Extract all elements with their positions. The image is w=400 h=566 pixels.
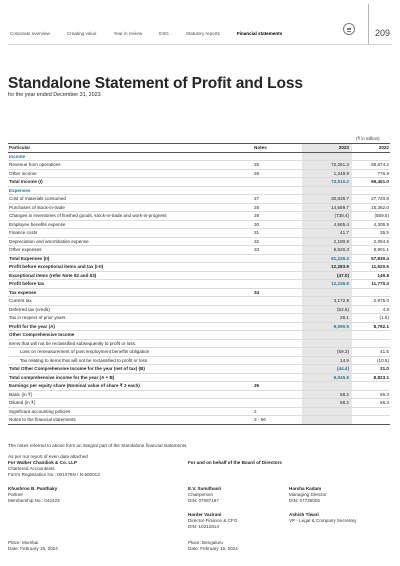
- row-value-2022: [352, 331, 390, 340]
- row-value-2023: 4,565.4: [302, 220, 352, 229]
- section-nav: [10, 31, 299, 36]
- row-label: Depreciation and amortisation expense: [8, 237, 254, 246]
- row-label: Tax in respect of prior years: [8, 314, 254, 323]
- row-value-2022: 69,451.0: [352, 178, 390, 187]
- row-value-2023: (738.4): [302, 212, 352, 221]
- partner-membership: Membership No.: 042423: [8, 498, 60, 503]
- row-value-2023: 1,248.9: [302, 169, 352, 178]
- row-value-2022: 68,674.2: [352, 161, 390, 170]
- table-row: [8, 365, 390, 374]
- row-notes: [254, 271, 302, 280]
- director-1-din: DIN: 07087197: [188, 498, 219, 503]
- row-notes: 32: [254, 237, 302, 246]
- row-notes: [254, 399, 302, 408]
- row-value-2022: 27,720.8: [352, 195, 390, 204]
- director-2-title: Managing Director: [289, 492, 327, 497]
- director-1-title: Chairperson: [188, 492, 214, 497]
- row-value-2022: 2,064.6: [352, 237, 390, 246]
- row-value-2023: (47.0): [302, 271, 352, 280]
- table-row: [8, 399, 390, 408]
- row-label: Significant accounting policies: [8, 407, 254, 416]
- table-row: [8, 305, 390, 314]
- table-row: [8, 390, 390, 399]
- row-value-2023: 14,689.7: [302, 203, 352, 212]
- row-value-2023: 9,045.9: [302, 373, 352, 382]
- header-2023: 2023: [302, 144, 352, 153]
- nav-item[interactable]: Year in review: [113, 31, 143, 36]
- row-label: Finance costs: [8, 229, 254, 238]
- row-notes: [254, 390, 302, 399]
- row-label: Profit before exceptional items and tax (I-II): [8, 263, 254, 272]
- table-row: [8, 203, 390, 212]
- row-value-2022: 15,362.0: [352, 203, 390, 212]
- table-row: [8, 178, 390, 187]
- row-label: Tax expense: [8, 288, 254, 297]
- row-value-2023: [302, 382, 352, 391]
- row-value-2023: [302, 186, 352, 195]
- row-label: Employee benefits expense: [8, 220, 254, 229]
- profit-loss-table: [8, 143, 390, 425]
- row-label: Deferred tax (credit): [8, 305, 254, 314]
- table-row: [8, 407, 390, 416]
- row-value-2022: [352, 339, 390, 348]
- director-2-name: Harsha Kadam: [289, 486, 322, 491]
- row-notes: 26: [254, 169, 302, 178]
- row-value-2022: 2,975.0: [352, 297, 390, 306]
- row-value-2023: 73,510.2: [302, 178, 352, 187]
- section-row: [8, 152, 390, 161]
- row-value-2023: [302, 407, 352, 416]
- row-label: Total comprehensive income for the year (A + B): [8, 373, 254, 382]
- row-label: Total Expenses (II): [8, 254, 254, 263]
- header-particular: Particular: [8, 144, 254, 153]
- row-notes: [254, 297, 302, 306]
- table-row: [8, 271, 390, 280]
- row-notes: [254, 348, 302, 357]
- row-notes: 27: [254, 195, 302, 204]
- row-value-2023: (59.3): [302, 348, 352, 357]
- row-value-2023: 2,190.9: [302, 237, 352, 246]
- row-value-2023: 9,090.5: [302, 322, 352, 331]
- row-notes: 3 - 56: [254, 416, 302, 425]
- row-notes: 28: [254, 203, 302, 212]
- table-row: [8, 212, 390, 221]
- row-notes: [254, 152, 302, 161]
- director-1-name: E.V. Sumithasri: [188, 486, 222, 491]
- page-number: 209: [375, 28, 391, 38]
- row-label: Earnings per equity share (Nominal value of share ₹ 2 each): [8, 382, 254, 391]
- section-row: [8, 186, 390, 195]
- row-value-2022: 8,792.1: [352, 322, 390, 331]
- row-value-2022: 11,770.4: [352, 280, 390, 289]
- table-row: [8, 416, 390, 425]
- row-notes: [254, 339, 302, 348]
- row-notes: [254, 373, 302, 382]
- row-value-2023: 12,236.9: [302, 280, 352, 289]
- nav-item[interactable]: ESG: [159, 31, 169, 36]
- row-value-2022: 31.0: [352, 365, 390, 374]
- footer-note: The notes referred to above form an integral part of the Standalone financial statements.: [8, 443, 188, 448]
- row-label: Diluted (in ₹): [8, 399, 254, 408]
- row-label: Total Income (I): [8, 178, 254, 187]
- row-notes: 35: [254, 382, 302, 391]
- row-label: Revenue from operations: [8, 161, 254, 170]
- hamburger-circle-icon[interactable]: [343, 23, 355, 35]
- partner-name: Khushroo B. Panthaky: [8, 486, 58, 491]
- row-value-2023: 30,836.7: [302, 195, 352, 204]
- row-notes: [254, 331, 302, 340]
- row-label: Income: [8, 152, 254, 161]
- row-value-2023: 14.9: [302, 356, 352, 365]
- row-value-2022: [352, 186, 390, 195]
- auditor-type: Chartered Accountants: [8, 466, 55, 471]
- row-label: Notes to the financial statements: [8, 416, 254, 425]
- table-row: [8, 254, 390, 263]
- header-rule: [8, 44, 392, 45]
- table-row: [8, 339, 390, 348]
- nav-item[interactable]: Creating value: [66, 31, 97, 36]
- row-value-2022: [352, 288, 390, 297]
- row-label: Changes in inventories of finished goods, stock-in-trade and work-in-progress: [8, 212, 254, 221]
- table-row: [8, 220, 390, 229]
- row-label: Profit before tax: [8, 280, 254, 289]
- row-label: Other income: [8, 169, 254, 178]
- row-notes: 31: [254, 229, 302, 238]
- row-value-2022: 41.5: [352, 348, 390, 357]
- row-label: Total Other Comprehensive Income for the year (net of tax) (B): [8, 365, 254, 374]
- row-value-2023: [302, 288, 352, 297]
- row-label: Tax relating to items that will not be reclassified to profit or loss: [8, 356, 254, 365]
- row-notes: 25: [254, 161, 302, 170]
- row-notes: [254, 322, 302, 331]
- row-value-2022: 57,830.4: [352, 254, 390, 263]
- table-header-row: [8, 144, 390, 153]
- row-notes: [254, 178, 302, 187]
- table-row: [8, 195, 390, 204]
- table-row: [8, 331, 390, 340]
- row-value-2022: 776.8: [352, 169, 390, 178]
- table-row: [8, 314, 390, 323]
- row-value-2022: 8,823.1: [352, 373, 390, 382]
- row-label: Purchases of stock-in-trade: [8, 203, 254, 212]
- table-row: [8, 297, 390, 306]
- row-label: Loss on remeasurement of post employment benefits obligation: [8, 348, 254, 357]
- row-notes: [254, 280, 302, 289]
- row-value-2022: [352, 382, 390, 391]
- header-2022: 2022: [352, 144, 390, 153]
- auditor-firm: For Walker Chandiok & Co. LLP: [8, 460, 77, 465]
- row-notes: [254, 356, 302, 365]
- row-value-2023: (44.4): [302, 365, 352, 374]
- table-row: [8, 322, 390, 331]
- row-notes: 29: [254, 212, 302, 221]
- page-subtitle: for the year ended December 31, 2023: [8, 92, 101, 98]
- row-value-2023: 26.1: [302, 314, 352, 323]
- place-right: Place: Bengaluru: [188, 540, 223, 545]
- page-title: Standalone Statement of Profit and Loss: [8, 75, 303, 92]
- row-value-2023: 61,226.3: [302, 254, 352, 263]
- secretary-title: VP - Legal & Company Secretary: [289, 518, 357, 523]
- row-label: Current tax: [8, 297, 254, 306]
- table-row: [8, 280, 390, 289]
- row-label: Exceptional items (refer Note 52 and 53): [8, 271, 254, 280]
- board-heading: For and on behalf of the Board of Directors: [188, 460, 282, 465]
- row-value-2023: [302, 339, 352, 348]
- row-notes: [254, 365, 302, 374]
- row-value-2022: 56.3: [352, 390, 390, 399]
- date-right: Date: February 16, 2024: [188, 546, 238, 551]
- row-value-2023: [302, 331, 352, 340]
- partner-title: Partner: [8, 492, 24, 497]
- header-notes: Notes: [254, 144, 302, 153]
- row-notes: [254, 263, 302, 272]
- row-value-2022: (1.5): [352, 314, 390, 323]
- report-reference: As per our report of even date attached: [8, 454, 88, 459]
- row-notes: [254, 254, 302, 263]
- table-row: [8, 382, 390, 391]
- row-notes: 34: [254, 288, 302, 297]
- table-row: [8, 263, 390, 272]
- row-value-2022: 56.3: [352, 399, 390, 408]
- table-row: [8, 246, 390, 255]
- table-row: [8, 161, 390, 170]
- nav-item[interactable]: Financial statements: [236, 31, 283, 36]
- row-label: Cost of materials consumed: [8, 195, 254, 204]
- row-value-2023: [302, 152, 352, 161]
- table-row: [8, 237, 390, 246]
- row-value-2022: 11,620.6: [352, 263, 390, 272]
- nav-divider: [368, 4, 369, 44]
- row-value-2023: 72,261.3: [302, 161, 352, 170]
- row-value-2022: 4.8: [352, 305, 390, 314]
- row-label: Items that will not be reclassified subsequently to profit or loss:: [8, 339, 254, 348]
- row-value-2023: 9,626.3: [302, 246, 352, 255]
- row-value-2022: [352, 152, 390, 161]
- row-value-2022: [352, 416, 390, 425]
- top-navigation: [0, 0, 400, 44]
- row-value-2023: 41.7: [302, 229, 352, 238]
- table-row: [8, 169, 390, 178]
- table-row: [8, 373, 390, 382]
- row-value-2023: 12,283.9: [302, 263, 352, 272]
- unit-note: (₹ in million): [356, 136, 380, 141]
- table-row: [8, 288, 390, 297]
- row-notes: 33: [254, 246, 302, 255]
- director-2-din: DIN: 07736005: [289, 498, 320, 503]
- place-left: Place: Mumbai: [8, 540, 39, 545]
- row-notes: 2: [254, 407, 302, 416]
- row-notes: [254, 314, 302, 323]
- row-value-2023: (52.6): [302, 305, 352, 314]
- row-notes: [254, 186, 302, 195]
- row-value-2023: [302, 416, 352, 425]
- row-value-2022: 149.8: [352, 271, 390, 280]
- table-row: [8, 356, 390, 365]
- table-row: [8, 229, 390, 238]
- row-notes: [254, 305, 302, 314]
- secretary-name: Ashish Tiwari: [289, 512, 319, 517]
- row-value-2022: 4,305.9: [352, 220, 390, 229]
- director-3-din: DIN: 10212814: [188, 524, 219, 529]
- director-3-name: Harder Vazirani: [188, 512, 222, 517]
- row-value-2023: 58.2: [302, 390, 352, 399]
- row-label: Profit for the year (A): [8, 322, 254, 331]
- row-notes: 30: [254, 220, 302, 229]
- row-value-2022: 35.5: [352, 229, 390, 238]
- director-3-title: Director-Finance & CFO: [188, 518, 238, 523]
- row-value-2022: 8,901.1: [352, 246, 390, 255]
- nav-item[interactable]: Statutory reports: [185, 31, 220, 36]
- nav-item[interactable]: Corporate overview: [10, 31, 50, 36]
- row-label: Other Comprehensive Income: [8, 331, 254, 340]
- row-value-2023: 58.2: [302, 399, 352, 408]
- table-row: [8, 348, 390, 357]
- row-value-2023: 3,172.9: [302, 297, 352, 306]
- row-value-2022: (10.5): [352, 356, 390, 365]
- row-label: Expenses: [8, 186, 254, 195]
- row-value-2022: [352, 407, 390, 416]
- row-label: Other expenses: [8, 246, 254, 255]
- date-left: Date: February 16, 2024: [8, 546, 58, 551]
- firm-registration: Firm's Registration No.: 001076N / N-500013: [8, 472, 100, 477]
- row-label: Basic (in ₹): [8, 390, 254, 399]
- row-value-2022: (559.5): [352, 212, 390, 221]
